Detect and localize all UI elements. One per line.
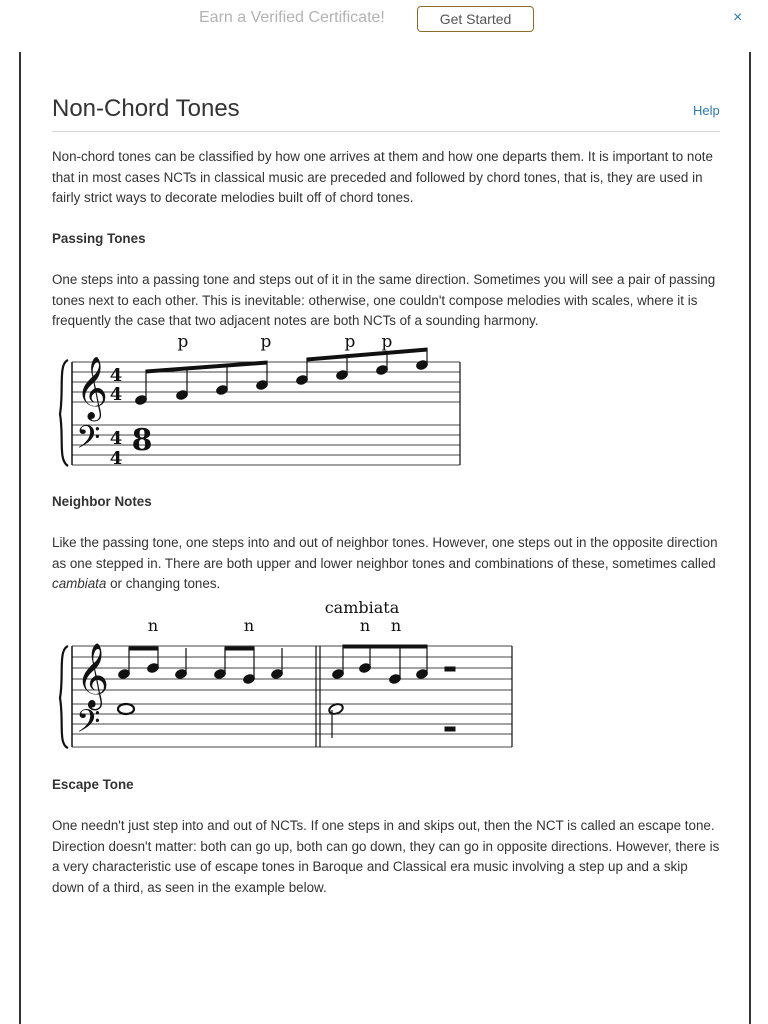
neighbor-label: n <box>147 616 159 635</box>
neighbor-label: n <box>359 616 371 635</box>
bass-staff <box>72 425 460 465</box>
bass-clef-icon: 𝄢 <box>76 703 101 747</box>
passing-label: p <box>260 332 272 352</box>
help-link[interactable]: Help <box>693 103 720 118</box>
certificate-banner <box>0 0 768 40</box>
passing-tone-notes <box>134 348 428 406</box>
neighbor-notes-heading: Neighbor Notes <box>52 494 152 509</box>
bass-whole-note-chord: 8 <box>131 423 153 458</box>
neighbor-notes-paragraph: Like the passing tone, one steps into and out of neighbor tones. However, one steps out in the opposite direction as one stepped in. There are both upper and lower neighbor tones and combinations of these, sometimes called cambiata or changing tones. <box>52 535 718 591</box>
bass-whole-note <box>118 704 134 714</box>
half-rest <box>445 667 455 671</box>
cambiata-label: cambiata <box>324 598 400 617</box>
intro-paragraph: Non-chord tones can be classified by how one arrives at them and how one departs them. It is important to note that in most cases NCTs in classical music are preceded and followed by chord tones, that is, they are used in fairly strict ways to decorate melodies built off of chord tones. <box>52 149 713 205</box>
content-frame-left-border <box>19 52 21 1024</box>
escape-tone-paragraph: One needn't just step into and out of NCTs. If one steps in and skips out, then the NCT is called an escape tone. Direction doesn't matter: both can go up, both can go down, they can go in opposite directions. However, there is a very characteristic use of escape tones in Baroque and Classical era music involving a step up and a skip down of a third, as seen in the example below. <box>52 818 720 895</box>
passing-tones-example <box>50 330 470 472</box>
close-icon[interactable]: × <box>733 9 743 26</box>
brace-icon <box>60 360 68 466</box>
passing-label: p <box>344 332 356 352</box>
time-signature-top: 4 <box>109 365 123 386</box>
time-signature-top: 4 <box>109 428 123 449</box>
time-signature-bottom: 4 <box>109 448 123 469</box>
beam <box>146 361 267 373</box>
passing-tones-heading: Passing Tones <box>52 231 146 246</box>
title-divider <box>52 131 720 132</box>
passing-label: p <box>177 332 189 352</box>
neighbor-label: n <box>390 616 402 635</box>
neighbor-notes-example <box>50 596 520 756</box>
bass-clef-icon: 𝄢 <box>76 419 101 463</box>
time-signature-bottom: 4 <box>109 384 123 405</box>
banner-text: Earn a Verified Certificate! <box>199 9 385 26</box>
cambiata-term: cambiata <box>52 576 107 591</box>
neighbor-label: n <box>243 616 255 635</box>
passing-label: p <box>381 332 393 352</box>
bass-half-rest <box>445 727 455 731</box>
get-started-button[interactable]: Get Started <box>417 6 534 32</box>
treble-clef-icon: 𝄞 <box>76 356 108 419</box>
treble-clef-icon: 𝄞 <box>76 643 110 708</box>
escape-tone-heading: Escape Tone <box>52 777 134 792</box>
bass-staff <box>72 704 512 747</box>
content-frame-right-border <box>749 52 751 1024</box>
passing-tones-paragraph: One steps into a passing tone and steps out of it in the same direction. Sometimes you will see a pair of passing tones next to each other. This is inevitable: otherwise, one couldn't compose melodies with scales, where it is frequently the case that two adjacent notes are both NCTs of a sounding harmony. <box>52 272 716 328</box>
brace-icon <box>60 646 68 748</box>
beam <box>307 348 427 361</box>
page-title: Non-Chord Tones <box>52 95 240 122</box>
